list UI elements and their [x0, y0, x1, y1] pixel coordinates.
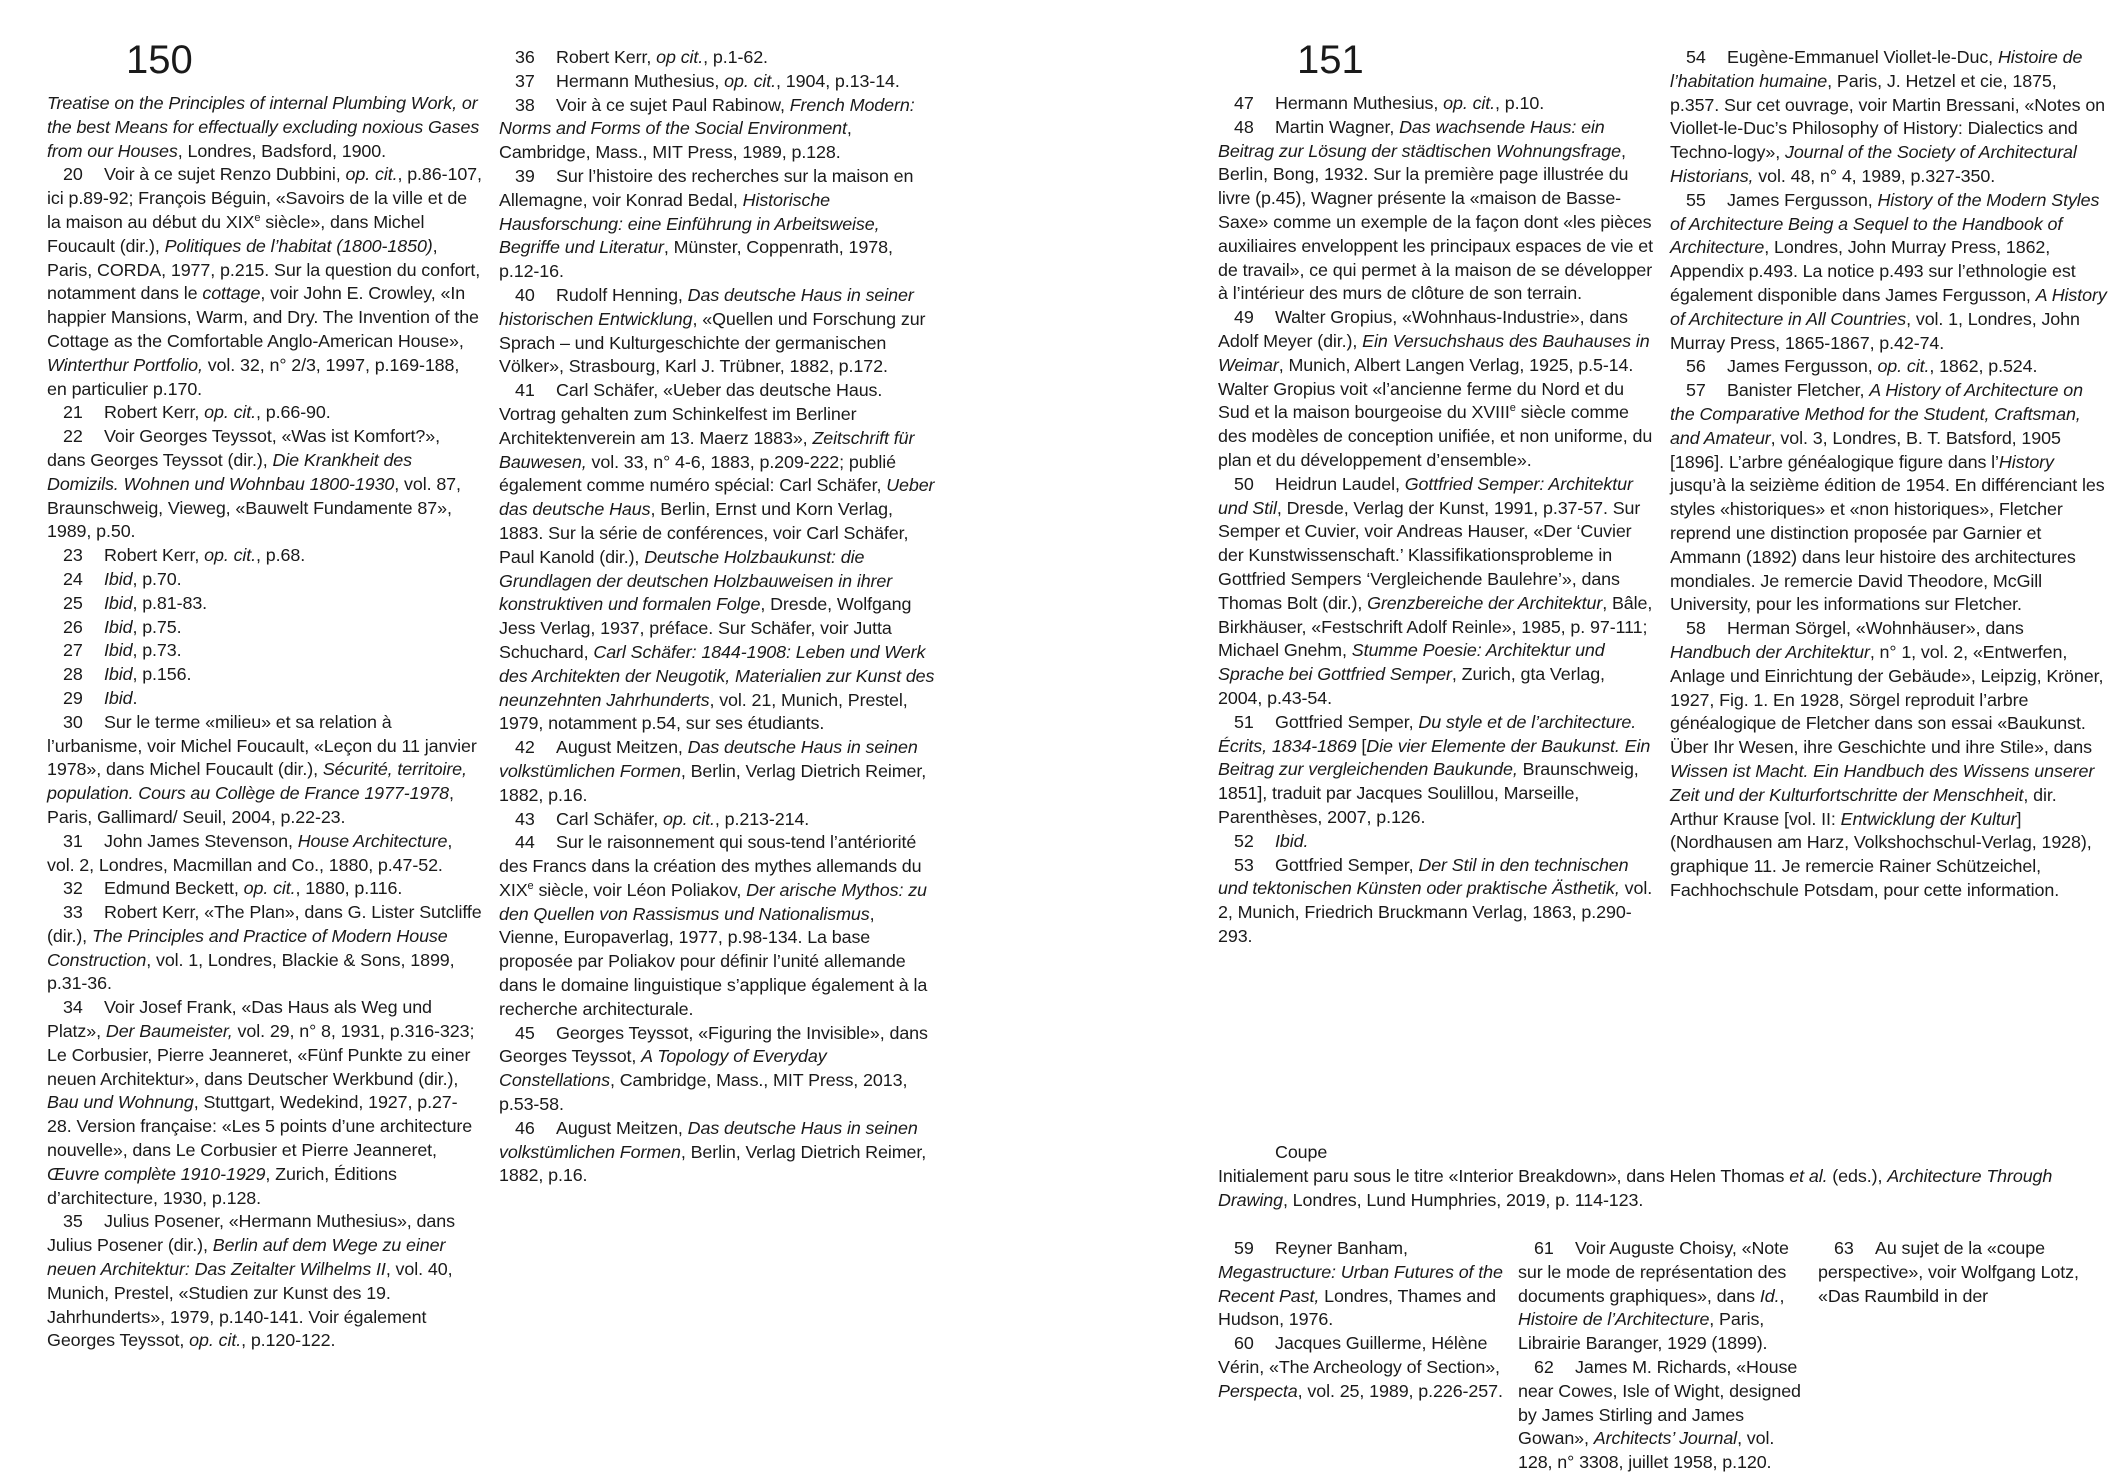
footnote-22: 22 Voir Georges Teyssot, «Was ist Komfort?», dans Georges Teyssot (dir.), Die Krankheit des Domizils. Wohnen und Wohnbau 1800-1930, vol. 87, Braunschweig, Vieweg, «Bauwelt Fundamente 87», 1989, p.50. — [47, 426, 461, 542]
footnote-26: 26 Ibid, p.75. — [63, 616, 182, 637]
section-heading: Coupe — [1275, 1142, 1328, 1162]
footnote-52: 52 Ibid. — [1234, 830, 1309, 851]
footnote-56: 56 James Fergusson, op. cit., 1862, p.524. — [1686, 356, 2038, 377]
footnote-35: 35 Julius Posener, «Hermann Muthesius», dans Julius Posener (dir.), Berlin auf dem Wege zu einer neuen Architektur: Das Zeitalter Wilhelms II, vol. 40, Munich, Prestel, «Studien zur Kunst des 19. Jahrhunderts», 1979, p.140-141. Voir également Georges Teyssot, op. cit., p.120-122. — [47, 1211, 455, 1351]
footnote-33: 33 Robert Kerr, «The Plan», dans G. Lister Sutcliffe (dir.), The Principles and Practice of Modern House Construction, vol. 1, Londres, Blackie & Sons, 1899, p.31-36. — [47, 902, 482, 994]
footnote-45: 45 Georges Teyssot, «Figuring the Invisible», dans Georges Teyssot, A Topology of Everyday Constellations, Cambridge, Mass., MIT Press, 2013, p.53-58. — [499, 1022, 928, 1115]
section-note — [1218, 1141, 2106, 1212]
footnote-42: 42 August Meitzen, Das deutsche Haus in seinen volkstümlichen Formen, Berlin, Verlag Dietrich Reimer, 1882, p.16. — [499, 737, 927, 805]
footnote-51: 51 Gottfried Semper, Du style et de l’architecture. Écrits, 1834-1869 [Die vier Elemente der Baukunst. Ein Beitrag zur vergleichenden Baukunde, Braunschweig, 1851], traduit par Jacques Soulillou, Marseille, Parenthèses, 2007, p.126. — [1218, 711, 1651, 827]
footnote-37: 37 Hermann Muthesius, op. cit., 1904, p.13-14. — [515, 70, 900, 91]
footnote-29: 29 Ibid. — [63, 687, 138, 708]
footnote-30: 30 Sur le terme «milieu» et sa relation à l’urbanisme, voir Michel Foucault, «Leçon du 11 janvier 1978», dans Michel Foucault (dir.), Sécurité, territoire, population. Cours au Collège de France 1977-1978, Paris, Gallimard/ Seuil, 2004, p.22-23. — [47, 711, 477, 827]
right-bottom-column-1 — [1218, 1237, 1503, 1404]
footnote-21: 21 Robert Kerr, op. cit., p.66-90. — [63, 402, 331, 423]
footnote-47: 47 Hermann Muthesius, op. cit., p.10. — [1234, 93, 1545, 113]
footnote-57: 57 Banister Fletcher, A History of Architecture on the Comparative Method for the Student, Craftsman, and Amateur, vol. 3, Londres, B. T. Batsford, 1905 [1896]. L’arbre généalogique figure dans l’History jusqu’à la seizième édition de 1954. En différenciant les styles «historiques» et «non historiques», Fletcher reprend une distinction proposée par Garnier et Ammann (1892) dans leur histoire des architectures mondiales. Je remercie David Theodore, McGill University, pour les informations sur Fletcher. — [1670, 380, 2105, 615]
footnote-19-continued: Treatise on the Principles of internal Plumbing Work, or the best Means for effectually excluding noxious Gases from our Houses, Londres, Badsford, 1900. — [47, 93, 480, 161]
footnote-27: 27 Ibid, p.73. — [63, 640, 182, 661]
footnote-48: 48 Martin Wagner, Das wachsende Haus: ein Beitrag zur Lösung der städtischen Wohnungsfrage, Berlin, Bong, 1932. Sur la première page illustrée du livre (p.45), Wagner présente la «maison de Basse-Saxe» comme un exemple de la façon dont «les pièces auxiliaires enveloppent les principaux espaces de vie et de travail», ce qui permet à la maison de se développer à l’intérieur des murs de clôture de son terrain. — [1218, 116, 1653, 304]
page-number-right: 151 — [1297, 38, 1364, 82]
right-column-2 — [1670, 46, 2107, 903]
footnote-34: 34 Voir Josef Frank, «Das Haus als Weg und Platz», Der Baumeister, vol. 29, n° 8, 1931, p.316-323; Le Corbusier, Pierre Jeanneret, «Fünf Punkte zu einer neuen Architektur», dans Deutscher Werkbund (dir.), Bau und Wohnung, Stuttgart, Wedekind, 1927, p.27-28. Version française: «Les 5 points d’une architecture nouvelle», dans Le Corbusier et Pierre Jeanneret, Œuvre complète 1910-1929, Zurich, Éditions d’architecture, 1930, p.128. — [47, 997, 475, 1208]
footnote-62: 62 James M. Richards, «House near Cowes, Isle of Wight, designed by James Stirling and James Gowan», Architects’ Journal, vol. 128, n° 3308, juillet 1958, p.120. — [1518, 1356, 1801, 1473]
footnote-63: 63 Au sujet de la «coupe perspective», voir Wolfgang Lotz, «Das Raumbild in der — [1818, 1238, 2079, 1306]
footnote-53: 53 Gottfried Semper, Der Stil in den technischen und tektonischen Künsten oder praktische Ästhetik, vol. 2, Munich, Friedrich Bruckmann Verlag, 1863, p.290-293. — [1218, 854, 1653, 946]
section-text: Initialement paru sous le titre «Interior Breakdown», dans Helen Thomas et al. (eds.), Architecture Through Drawing, Londres, Lund Humphries, 2019, p. 114-123. — [1218, 1165, 2053, 1210]
footnote-49: 49 Walter Gropius, «Wohnhaus-Industrie», dans Adolf Meyer (dir.), Ein Versuchshaus des Bauhauses in Weimar, Munich, Albert Langen Verlag, 1925, p.5-14. Walter Gropius voit «l’ancienne ferme du Nord et du Sud et la maison bourgeoise du XVIIIe siècle comme des modèles de conception unifiée, et non uniforme, du plan et du développement d’ensemble». — [1218, 307, 1653, 470]
left-column-1 — [47, 92, 482, 1353]
page-number-left: 150 — [126, 38, 193, 82]
footnote-55: 55 James Fergusson, History of the Modern Styles of Architecture Being a Sequel to the Handbook of Architecture, Londres, John Murray Press, 1862, Appendix p.493. La notice p.493 sur l’ethnologie est également disponible dans James Fergusson, A History of Architecture in All Countries, vol. 1, Londres, John Murray Press, 1865-1867, p.42-74. — [1670, 189, 2107, 353]
footnote-46: 46 August Meitzen, Das deutsche Haus in seinen volkstümlichen Formen, Berlin, Verlag Dietrich Reimer, 1882, p.16. — [499, 1117, 927, 1186]
footnote-24: 24 Ibid, p.70. — [63, 568, 182, 589]
right-column-1 — [1218, 92, 1654, 949]
footnote-20: 20 Voir à ce sujet Renzo Dubbini, op. cit., p.86-107, ici p.89-92; François Béguin, «Savoirs de la ville et de la maison au début du XIXe siècle», dans Michel Foucault (dir.), Politiques de l’habitat (1800-1850), Paris, CORDA, 1977, p.215. Sur la question du confort, notamment dans le cottage, voir John E. Crowley, «In happier Mansions, Warm, and Dry. The Invention of the Cottage as the Comfortable Anglo-American House», Winterthur Portfolio, vol. 32, n° 2/3, 1997, p.169-188, en particulier p.170. — [47, 164, 482, 399]
footnote-23: 23 Robert Kerr, op. cit., p.68. — [63, 545, 306, 566]
footnote-59: 59 Reyner Banham, Megastructure: Urban Futures of the Recent Past, Londres, Thames and Hudson, 1976. — [1218, 1238, 1503, 1330]
footnote-61: 61 Voir Auguste Choisy, «Note sur le mode de représentation des documents graphiques», dans Id., Histoire de l’Architecture, Paris, Librairie Baranger, 1929 (1899). — [1518, 1238, 1789, 1354]
right-bottom-column-2 — [1518, 1237, 1803, 1475]
footnote-58: 58 Herman Sörgel, «Wohnhäuser», dans Handbuch der Architektur, n° 1, vol. 2, «Entwerfen, Anlage und Einrichtung der Gebäude», Leipzig, Kröner, 1927, Fig. 1. En 1928, Sörgel reproduit l’arbre généalogique de Fletcher dans son essai «Baukunst. Über Ihr Wesen, ihre Geschichte und ihre Stile», dans Wissen ist Macht. Ein Handbuch des Wissens unserer Zeit und der Kulturfortschritte der Menschheit, dir. Arthur Krause [vol. II: Entwicklung der Kultur] (Nordhausen am Harz, Volkshochschul-Verlag, 1928), graphique 11. Je remercie Rainer Schützeichel, Fachhochschule Potsdam, pour cette information. — [1670, 618, 2104, 900]
footnote-44: 44 Sur le raisonnement qui sous-tend l’antériorité des Francs dans la création des mythes allemands du XIXe siècle, voir Léon Poliakov, Der arische Mythos: zu den Quellen von Rassismus und Nationalismus, Vienne, Europaverlag, 1977, p.98-134. La base proposée par Poliakov pour définir l’unité allemande dans le domaine linguistique s’applique également à la recherche architecturale. — [499, 832, 928, 1019]
footnote-38: 38 Voir à ce sujet Paul Rabinow, French Modern: Norms and Forms of the Social Environment, Cambridge, Mass., MIT Press, 1989, p.128. — [499, 94, 915, 163]
footnote-36: 36 Robert Kerr, op cit., p.1-62. — [515, 47, 768, 67]
right-bottom-column-3 — [1818, 1237, 2106, 1308]
footnote-43: 43 Carl Schäfer, op. cit., p.213-214. — [515, 808, 810, 829]
footnote-54: 54 Eugène-Emmanuel Viollet-le-Duc, Histoire de l’habitation humaine, Paris, J. Hetzel et cie, 1875, p.357. Sur cet ouvrage, voir Martin Bressani, «Notes on Viollet-le-Duc’s Philosophy of History: Dialectics and Techno-logy», Journal of the Society of Architectural Historians, vol. 48, n° 4, 1989, p.327-350. — [1670, 47, 2106, 186]
left-column-2 — [499, 46, 935, 1188]
footnote-50: 50 Heidrun Laudel, Gottfried Semper: Architektur und Stil, Dresde, Verlag der Kunst, 1991, p.37-57. Sur Semper et Cuvier, voir Andreas Hauser, «Der ‘Cuvier der Kunstwissenschaft.’ Klassifikationsprobleme in Gottfried Sempers ‘Vergleichende Baulehre’», dans Thomas Bolt (dir.), Grenzbereiche der Architektur, Bâle, Birkhäuser, «Festschrift Adolf Reinle», 1985, p. 97-111; Michael Gnehm, Stumme Poesie: Architektur und Sprache bei Gottfried Semper, Zurich, gta Verlag, 2004, p.43-54. — [1218, 473, 1653, 708]
footnote-60: 60 Jacques Guillerme, Hélène Vérin, «The Archeology of Section», Perspecta, vol. 25, 1989, p.226-257. — [1218, 1333, 1503, 1401]
footnote-32: 32 Edmund Beckett, op. cit., 1880, p.116. — [63, 878, 403, 899]
footnote-40: 40 Rudolf Henning, Das deutsche Haus in seiner historischen Entwicklung, «Quellen und Forschung zur Sprach – und Kulturgeschichte der germanischen Völker», Strasbourg, Karl J. Trübner, 1882, p.172. — [499, 284, 926, 377]
footnote-31: 31 John James Stevenson, House Architecture, vol. 2, Londres, Macmillan and Co., 1880, p.47-52. — [47, 830, 453, 875]
footnote-28: 28 Ibid, p.156. — [63, 664, 192, 685]
footnote-25: 25 Ibid, p.81-83. — [63, 592, 208, 613]
footnote-39: 39 Sur l’histoire des recherches sur la maison en Allemagne, voir Konrad Bedal, Historische Hausforschung: eine Einführung in Arbeitsweise, Begriffe und Literatur, Münster, Coppenrath, 1978, p.12-16. — [499, 165, 914, 282]
footnote-41: 41 Carl Schäfer, «Ueber das deutsche Haus. Vortrag gehalten zum Schinkelfest im Berliner Architektenverein am 13. Maerz 1883», Zeitschrift für Bauwesen, vol. 33, n° 4-6, 1883, p.209-222; publié également comme numéro spécial: Carl Schäfer, Ueber das deutsche Haus, Berlin, Ernst und Korn Verlag, 1883. Sur la série de conférences, voir Carl Schäfer, Paul Kanold (dir.), Deutsche Holzbaukunst: die Grundlagen der deutschen Holzbauweisen in ihrer konstruktiven und formalen Folge, Dresde, Wolfgang Jess Verlag, 1937, préface. Sur Schäfer, voir Jutta Schuchard, Carl Schäfer: 1844-1908: Leben und Werk des Architekten der Neugotik, Materialien zur Kunst des neunzehnten Jahrhunderts, vol. 21, Munich, Prestel, 1979, notamment p.54, sur ses étudiants. — [499, 380, 935, 734]
